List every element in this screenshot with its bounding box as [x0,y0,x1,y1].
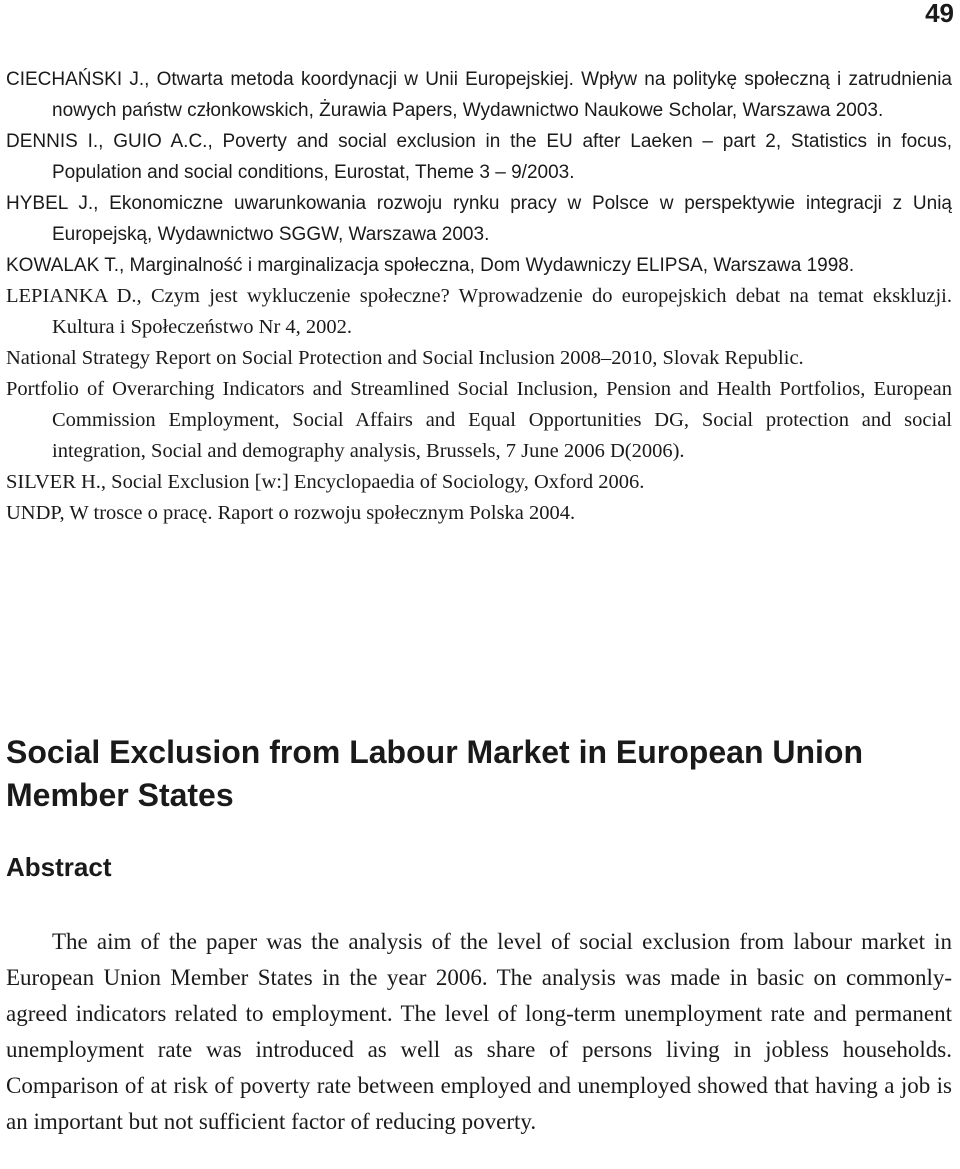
references-list [6,64,952,529]
reference-undp: UNDP, W trosce o pracę. Raport o rozwoju społecznym Polska 2004. [6,502,576,524]
reference-hybel: HYBEL J., Ekonomiczne uwarunkowania rozwoju rynku pracy w Polsce w perspektywie integracji z Unią Europejską, Wydawnictwo SGGW, Warszawa 2003. [6,193,952,245]
article-title: Social Exclusion from Labour Market in European Union Member States [6,734,864,813]
reference-portfolio-indicators: Portfolio of Overarching Indicators and Streamlined Social Inclusion, Pension and Health Portfolios, European Commission Employment, Social Affairs and Equal Opportunities DG, Social protection and social integration, Social and demography analysis, Brussels, 7 June 2006 D(2006). [6,378,952,462]
abstract-heading: Abstract [6,852,112,882]
page-number: 49 [925,0,954,28]
reference-national-strategy-report: National Strategy Report on Social Protection and Social Inclusion 2008–2010, Slovak Republic. [6,347,804,369]
reference-lepianka: LEPIANKA D., Czym jest wykluczenie społeczne? Wprowadzenie do europejskich debat na temat ekskluzji. Kultura i Społeczeństwo Nr 4, 2002. [6,285,952,338]
reference-kowalak: KOWALAK T., Marginalność i marginalizacja społeczna, Dom Wydawniczy ELIPSA, Warszawa 1998. [6,255,855,276]
reference-silver: SILVER H., Social Exclusion [w:] Encyclopaedia of Sociology, Oxford 2006. [6,471,645,493]
reference-ciechanski: CIECHAŃSKI J., Otwarta metoda koordynacji w Unii Europejskiej. Wpływ na politykę społeczną i zatrudnienia nowych państw członkowskich, Żurawia Papers, Wydawnictwo Naukowe Scholar, Warszawa 2003. [6,69,952,121]
reference-dennis-guio: DENNIS I., GUIO A.C., Poverty and social exclusion in the EU after Laeken – part 2, Statistics in focus, Population and social conditions, Eurostat, Theme 3 – 9/2003. [6,131,952,183]
abstract-body: The aim of the paper was the analysis of the level of social exclusion from labour market in European Union Member States in the year 2006. The analysis was made in basic on commonly-agreed indicators related to employment. The level of long-term unemployment rate and permanent unemployment rate was introduced as well as share of persons living in jobless households. Comparison of at risk of poverty rate between employed and unemployed showed that having a job is an important but not sufficient factor of reducing poverty. [6,929,952,1134]
